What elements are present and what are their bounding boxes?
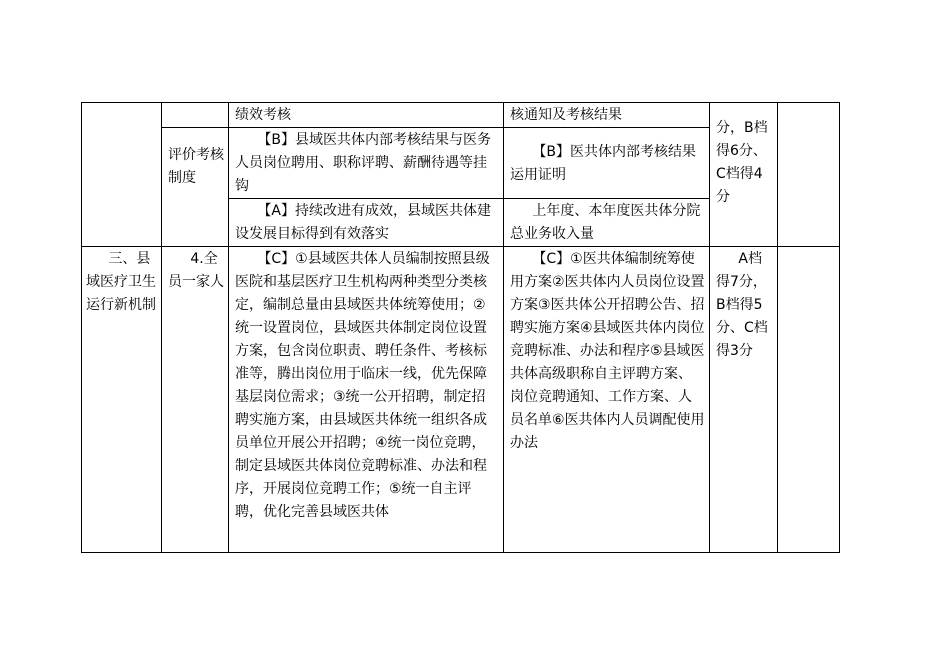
- evidence-cell: 【C】①医共体编制统筹使用方案②医共体内人员岗位设置方案③医共体公开招聘公告、招聘实施方案④县域医共体内岗位竞聘标准、办法和程序⑤县域医共体高级职称自主评聘方案、岗位竞聘通知、工作方案、人员名单⑥医共体内人员调配使用办法: [504, 247, 710, 553]
- evidence-cell: 【B】医共体内部考核结果运用证明: [504, 128, 710, 199]
- table-row: [82, 103, 840, 128]
- section-cell: 三、县域医疗卫生运行新机制: [82, 247, 162, 553]
- score-cell: A档得7分，B档得5分、C档得3分: [710, 247, 778, 553]
- category-cell: 评价考核制度: [162, 128, 229, 247]
- evidence-cell: 核通知及考核结果: [504, 103, 710, 128]
- score-cell: [710, 103, 778, 247]
- criterion-cell: 【B】县域医共体内部考核结果与医务人员岗位聘用、职称评聘、薪酬待遇等挂钩: [229, 128, 504, 199]
- evidence-cell: 上年度、本年度医共体分院总业务收入量: [504, 199, 710, 247]
- remark-cell-empty: [778, 247, 840, 553]
- category-cell: 4.全员一家人: [162, 247, 229, 553]
- evaluation-table: [81, 102, 840, 553]
- remark-cell-empty: [778, 103, 840, 247]
- criterion-cell: 【A】持续改进有成效，县域医共体建设发展目标得到有效落实: [229, 199, 504, 247]
- score-text: 分，B档得6分、C档得4分: [716, 120, 768, 205]
- table-row: [82, 247, 840, 553]
- criterion-cell: 【C】①县域医共体人员编制按照县级医院和基层医疗卫生机构两种类型分类核定，编制总量由县域医共体统筹使用；②统一设置岗位，县域医共体制定岗位设置方案，包含岗位职责、聘任条件、考核标准等，腾出岗位用于临床一线，优先保障基层岗位需求；③统一公开招聘，制定招聘实施方案，由县域医共体统一组织各成员单位开展公开招聘；④统一岗位竞聘，制定县域医共体岗位竞聘标准、办法和程序，开展岗位竞聘工作；⑤统一自主评聘，优化完善县域医共体: [229, 247, 504, 553]
- criterion-cell: 绩效考核: [229, 103, 504, 128]
- category-cell-empty: [162, 103, 229, 128]
- section-cell-empty: [82, 103, 162, 247]
